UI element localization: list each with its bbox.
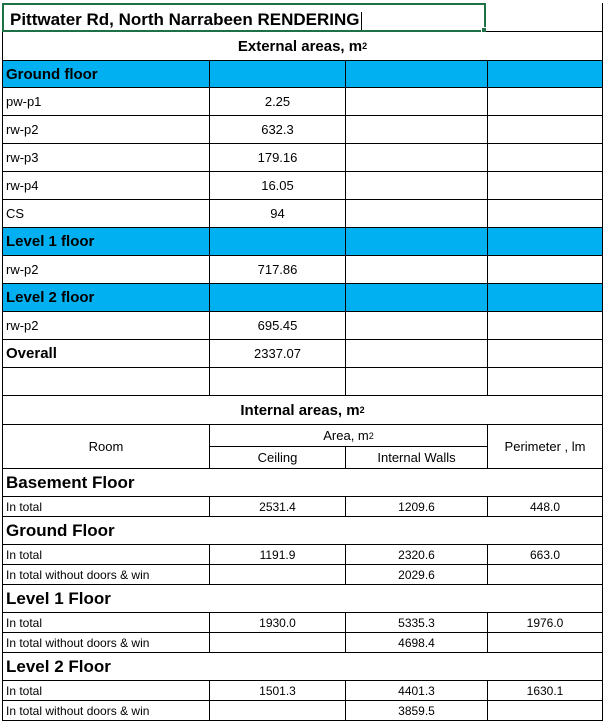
- walls-value: 4698.4: [346, 633, 488, 653]
- row-label: In total: [2, 545, 210, 565]
- ceiling-value: [210, 565, 346, 585]
- section-ground-floor-internal: Ground Floor: [2, 517, 603, 545]
- empty-cell[interactable]: [346, 368, 488, 396]
- title-cell[interactable]: [2, 3, 486, 32]
- row-value: 717.86: [210, 256, 346, 284]
- ceiling-value: 1930.0: [210, 613, 346, 633]
- row-label: In total: [2, 497, 210, 517]
- row-label: rw-p4: [2, 172, 210, 200]
- row-label: pw-p1: [2, 88, 210, 116]
- row-label: In total without doors & win: [2, 565, 210, 585]
- overall-label: Overall: [2, 340, 210, 368]
- row-label: In total: [2, 613, 210, 633]
- row-label: In total: [2, 681, 210, 701]
- empty-cell[interactable]: [488, 144, 603, 172]
- section-level-2-floor: Level 2 floor: [2, 284, 210, 312]
- empty-cell[interactable]: [210, 228, 346, 256]
- section-ground-floor: Ground floor: [2, 61, 210, 88]
- empty-cell[interactable]: [346, 340, 488, 368]
- section-basement-floor: Basement Floor: [2, 469, 603, 497]
- empty-cell[interactable]: [488, 88, 603, 116]
- row-label: rw-p3: [2, 144, 210, 172]
- row-label: In total without doors & win: [2, 701, 210, 721]
- col-ceiling-header: Ceiling: [210, 447, 346, 469]
- section-level-1-floor: Level 1 floor: [2, 228, 210, 256]
- perimeter-value: [488, 565, 603, 585]
- empty-cell[interactable]: [488, 312, 603, 340]
- ceiling-value: 2531.4: [210, 497, 346, 517]
- perimeter-value: 1976.0: [488, 613, 603, 633]
- empty-cell[interactable]: [210, 61, 346, 88]
- empty-cell[interactable]: [488, 368, 603, 396]
- row-label: rw-p2: [2, 312, 210, 340]
- ceiling-value: [210, 701, 346, 721]
- empty-cell[interactable]: [488, 61, 603, 88]
- walls-value: 5335.3: [346, 613, 488, 633]
- walls-value: 4401.3: [346, 681, 488, 701]
- empty-cell[interactable]: [346, 61, 488, 88]
- walls-value: 2029.6: [346, 565, 488, 585]
- walls-value: 3859.5: [346, 701, 488, 721]
- empty-cell[interactable]: [346, 312, 488, 340]
- empty-cell[interactable]: [346, 88, 488, 116]
- empty-cell[interactable]: [486, 3, 603, 32]
- row-label: In total without doors & win: [2, 633, 210, 653]
- row-label: rw-p2: [2, 256, 210, 284]
- empty-cell[interactable]: [488, 284, 603, 312]
- empty-cell[interactable]: [346, 116, 488, 144]
- empty-cell[interactable]: [2, 368, 210, 396]
- empty-cell[interactable]: [346, 144, 488, 172]
- empty-cell[interactable]: [210, 284, 346, 312]
- row-label: rw-p2: [2, 116, 210, 144]
- col-perimeter-header: Perimeter , lm: [488, 425, 603, 469]
- text-cursor: [361, 12, 362, 30]
- sheet-title: Pittwater Rd, North Narrabeen RENDERING: [10, 10, 360, 29]
- empty-cell[interactable]: [346, 256, 488, 284]
- walls-value: 1209.6: [346, 497, 488, 517]
- row-value: 632.3: [210, 116, 346, 144]
- empty-cell[interactable]: [346, 228, 488, 256]
- external-areas-header: External areas, m 2: [2, 32, 603, 61]
- walls-value: 2320.6: [346, 545, 488, 565]
- empty-cell[interactable]: [488, 200, 603, 228]
- ceiling-value: [210, 633, 346, 653]
- empty-cell[interactable]: [488, 340, 603, 368]
- perimeter-value: [488, 701, 603, 721]
- row-value: 94: [210, 200, 346, 228]
- section-level-1-floor-internal: Level 1 Floor: [2, 585, 603, 613]
- internal-areas-header: Internal areas, m 2: [2, 396, 603, 425]
- perimeter-value: 663.0: [488, 545, 603, 565]
- row-value: 695.45: [210, 312, 346, 340]
- row-value: 16.05: [210, 172, 346, 200]
- empty-cell[interactable]: [346, 200, 488, 228]
- empty-cell[interactable]: [488, 116, 603, 144]
- row-label: CS: [2, 200, 210, 228]
- row-value: 2.25: [210, 88, 346, 116]
- col-walls-header: Internal Walls: [346, 447, 488, 469]
- empty-cell[interactable]: [488, 256, 603, 284]
- ceiling-value: 1191.9: [210, 545, 346, 565]
- empty-cell[interactable]: [210, 368, 346, 396]
- empty-cell[interactable]: [346, 172, 488, 200]
- empty-cell[interactable]: [488, 228, 603, 256]
- perimeter-value: 1630.1: [488, 681, 603, 701]
- overall-value: 2337.07: [210, 340, 346, 368]
- row-value: 179.16: [210, 144, 346, 172]
- col-room-header: Room: [2, 425, 210, 469]
- empty-cell[interactable]: [346, 284, 488, 312]
- col-area-header: Area, m 2: [210, 425, 488, 447]
- perimeter-value: 448.0: [488, 497, 603, 517]
- empty-cell[interactable]: [488, 172, 603, 200]
- perimeter-value: [488, 633, 603, 653]
- section-level-2-floor-internal: Level 2 Floor: [2, 653, 603, 681]
- ceiling-value: 1501.3: [210, 681, 346, 701]
